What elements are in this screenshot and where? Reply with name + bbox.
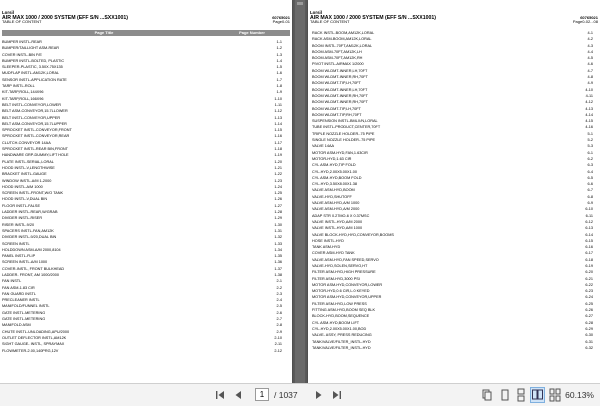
document-page-right: [308, 0, 600, 383]
toc-entry-page: 6-10: [585, 207, 593, 212]
toc-entry-title: SENSOR INSTL-APPLICATION RATE: [2, 77, 67, 82]
toc-entry-page: 2-11: [274, 342, 282, 347]
toc-entry-title: MOTOR ASM-HYD,CONVEYOR,LOWER: [312, 282, 383, 287]
toc-entry-title: SPROCKET INSTL-REAR BIN,FRONT: [2, 147, 68, 152]
toc-entry-title: CYL-HYD,2.00X5.00X1.00,BOD: [312, 326, 367, 331]
document-title: AIR MAX 1000 / 2000 SYSTEM (EFF S/N ...SXX1001): [310, 14, 436, 21]
toc-entry-title: DIVIDER INSTL-RISER: [2, 216, 43, 221]
toc-entry-title: BELT ASM-CONVEYOR,15.7LLOWER: [2, 109, 68, 114]
toc-entry-page: 6-20: [585, 270, 593, 275]
toc-entry-page: 1-35: [274, 254, 282, 259]
toc-entry-title: BOOM WLDMT-TIP,RH,70FT: [312, 112, 362, 117]
toc-entry-page: 2-10: [274, 335, 282, 340]
toc-entry-title: MOTOR ASM-HYD,FAN,1.63CIR: [312, 150, 368, 155]
toc-entry-page: 1-16: [274, 134, 282, 139]
toc-entry-page: 5-2: [587, 138, 593, 143]
toc-entry-title: OUTLET DEFLECTOR INSTL,AM12K: [2, 335, 67, 340]
toc-entry-page: 6-26: [585, 308, 593, 313]
toc-entry-title: CYL ASM-HYD,BOOM LIFT: [312, 320, 360, 325]
toc-entry-title: TARP INSTL-ROLL: [2, 84, 35, 89]
toc-entry-title: SIGHT GAUGE- INSTL, SPRAYMAX: [2, 342, 65, 347]
prev-page-icon[interactable]: [231, 387, 245, 403]
toc-entry-page: 4-15: [585, 119, 593, 124]
toc-entry-page: 1-33: [274, 241, 282, 246]
toc-entry-page: 1-24: [274, 184, 282, 189]
toc-entry-title: MOTOR-HYD,1.63 CIR: [312, 156, 352, 161]
toc-entry-title: HOOD INSTL-V,DUAL BIN: [2, 197, 48, 202]
toc-entry-title: VALVE-HYD,SHUTOFF: [312, 194, 352, 199]
toc-entry-title: BELT INSTL-CONVEYOR,UPPER: [2, 115, 61, 120]
two-page-icon[interactable]: [530, 387, 545, 403]
single-page-icon[interactable]: [498, 387, 512, 403]
toc-entry-page: 4-6: [587, 62, 593, 67]
last-page-icon[interactable]: [330, 387, 344, 403]
toc-entry-title: RACK INSTL-BOOM,AM12K,LORAL: [312, 31, 375, 35]
toc-entry-page: 4-13: [585, 106, 593, 111]
toc-entry-title: WINDOW INSTL-A/M 1-2000: [2, 178, 52, 183]
toc-entry-page: 1-32: [274, 235, 282, 240]
toc-entry-title: BOOM ASM-70FT,AM12K,LH: [312, 49, 362, 54]
toc-entry-page: 6-8: [587, 194, 593, 199]
toc-entry-page: 4-2: [587, 37, 593, 42]
toc-entry-page: 6-5: [587, 175, 593, 180]
toc-entry-title: BOOM WLDMT-INNER,RH,70FT: [312, 100, 368, 105]
toc-entry-title: BELT INSTL-CONVEYOR,LOWER: [2, 102, 61, 107]
toc-entry-title: FAN INSTL: [2, 279, 22, 284]
toc-entry-title: MANIFOLD ASM: [2, 323, 31, 328]
doc-number: 60765021: [272, 14, 290, 20]
toc-entry-page: 6-23: [585, 289, 593, 294]
toc-entry-page: 1-14: [274, 121, 282, 126]
toc-entry-page: 4-5: [587, 56, 593, 61]
toc-entry-page: 2-3: [276, 291, 282, 296]
toc-entry-page: 6-18: [585, 257, 593, 262]
first-page-icon[interactable]: [213, 387, 227, 403]
toc-entry-page: 1-29: [274, 216, 282, 221]
toc-entry-page: 6-12: [585, 219, 593, 224]
toc-entry-title: VALVE BLOCK-HYD,HYD,CONVEYOR,BOOMS: [312, 232, 394, 237]
toc-entry-title: SINGLE NOZZLE HOLDER-.75 PIPE: [312, 138, 376, 143]
toc-entry-title: GATE INSTL-METERING: [2, 317, 46, 322]
toc-entry-page: 6-28: [585, 320, 593, 325]
toc-entry-title: KIT-TARP,ROLL,166X96: [2, 96, 44, 101]
brand-label: Lorsil: [310, 10, 322, 15]
toc-entry-title: HANDWARE GRP-DUMMY,LIFT HOLE: [2, 153, 69, 158]
toc-entry-page: 1-8: [276, 84, 282, 89]
toc-entry-title: COVER-INSTL, FRONT BULKHEAD: [2, 266, 65, 271]
toc-entry-title: TANK ASM-HYD: [312, 245, 341, 250]
toc-entry-page: 6-7: [587, 188, 593, 193]
toc-entry-page: 6-16: [585, 245, 593, 250]
toc-entry-title: BOOM ASM-70FT,AM12K,RH: [312, 56, 363, 61]
toc-entry-page: 2-4: [276, 298, 282, 303]
toc-entry-title: FILTER ASM-HYD,LOW PRESS: [312, 301, 367, 306]
toc-entry-title: FILTER ASM-HYD,HIGH PRESSURE: [312, 270, 376, 275]
toc-entry-title: LADDER- FRONT, AM 1000/2000: [2, 272, 59, 277]
toc-entry-page: 2-5: [276, 304, 282, 309]
toc-entry-page: 6-30: [585, 333, 593, 338]
toc-entry-title: FAN GUARD INSTL: [2, 291, 36, 296]
toc-entry-page: 5-3: [587, 144, 593, 149]
toc-entry-page: 6-24: [585, 295, 593, 300]
toc-entry-title: DIVIDER INSTL-9/20,DUAL BIN: [2, 235, 57, 240]
toc-entry-page: 6-32: [585, 345, 593, 350]
toc-entry-page: 6-14: [585, 232, 593, 237]
toc-entry-page: 1-1: [276, 40, 282, 44]
toc-entry-page: 1-38: [274, 272, 282, 277]
copy-icon[interactable]: [480, 387, 494, 403]
toc-entry-page: 6-2: [587, 156, 593, 161]
toc-entry-page: 1-31: [274, 228, 282, 233]
toc-entry-title: ADAP STR 0.27MO-6 X 0.37MSC: [312, 213, 370, 218]
page-reference: Page0-01: [272, 19, 290, 25]
toc-entry-page: 1-9: [276, 90, 282, 95]
toc-entry-page: 6-31: [585, 339, 593, 344]
toc-entry-page: 1-15: [274, 128, 282, 133]
page-header-right: [310, 11, 598, 25]
toc-entry-page: 1-11: [274, 102, 282, 107]
toc-entry-title: PANEL INSTL-FLIP: [2, 254, 36, 259]
toc-entry-title: BUMPER/TAILLIGHT ASM-REAR: [2, 46, 60, 51]
toc-entry-title: FLOOR INSTL-FALSE: [2, 203, 40, 208]
toc-entry-page: 4-16: [585, 125, 593, 130]
toc-entry-title: HOOD INSTL-V,LENGTHWISE: [2, 165, 55, 170]
toc-entry-page: 1-6: [276, 71, 282, 76]
toc-entry-page: 4-11: [585, 93, 593, 98]
toc-entry-page: 1-7: [276, 77, 282, 82]
toc-entry-page: 1-27: [274, 203, 282, 208]
toc-entry-page: 6-17: [585, 251, 593, 256]
toc-entry-title: VALVE 14AA: [312, 144, 335, 149]
toc-entry-title: MOTOR ASM-HYD,CONVEYOR,UPPER: [312, 295, 382, 300]
toc-entry-title: COVER ASM-HYD TANK: [312, 251, 355, 256]
toc-row[interactable]: [310, 345, 598, 351]
toc-entry-page: 1-2: [276, 46, 282, 51]
toc-entry-page: 6-22: [585, 282, 593, 287]
toc-entry-title: HOSE INSTL-HYD: [312, 238, 344, 243]
toc-entry-page: 4-1: [587, 31, 593, 35]
toc-entry-page: 1-22: [274, 172, 282, 177]
toc-entry-page: 6-3: [587, 163, 593, 168]
toc-entry-title: LADDER INSTL-REAR,W/GRAB: [2, 210, 58, 215]
toc-entry-title: FLOWMETER-2.00,140PRG,12V: [2, 348, 59, 353]
toc-entry-page: 6-13: [585, 226, 593, 231]
toc-entry-title: PIVOT INSTL-AIRMAX 1/2000: [312, 62, 364, 67]
toc-entry-title: SUSPENSION INSTL-BMLX/N,LORAL: [312, 119, 378, 124]
toc-entry-title: SCREEN INSTL: [2, 241, 30, 246]
toc-entry-page: 6-1: [587, 150, 593, 155]
column-header-page: Page Number: [239, 30, 265, 35]
toc-entry-title: TANK/VALVE/FILTER_INSTL-HYD: [312, 339, 371, 344]
toc-entry-title: MANIFOLD/FUNNEL INSTL: [2, 304, 50, 309]
toc-entry-page: 1-12: [274, 109, 282, 114]
toc-entry-page: 1-34: [274, 247, 282, 252]
toc-entry-title: BOOM WLDMT-TIP,LH,70FT: [312, 81, 361, 86]
toc-entry-page: 6-25: [585, 301, 593, 306]
toc-entry-title: PLATE INSTL-SERIAL,LORAL: [2, 159, 54, 164]
toc-entry-title: FAN ASM-1.83 CIR: [2, 285, 35, 290]
toc-entry-page: 1-17: [274, 140, 282, 145]
toc-entry-page: 2-2: [276, 285, 282, 290]
toc-entry-title: CYL ASM-HYD,BOOM FOLD: [312, 175, 362, 180]
toc-list-left: [2, 39, 290, 354]
toc-entry-title: VALVE ASM-HYD,A/M 1000: [312, 201, 360, 206]
toc-entry-page: 1-5: [276, 65, 282, 70]
page-number-input[interactable]: [255, 388, 269, 401]
toc-entry-page: 1-28: [274, 210, 282, 215]
toc-entry-page: 6-21: [585, 276, 593, 281]
toc-entry-title: GATE INSTL-METERING: [2, 310, 46, 315]
toc-entry-title: SPROCKET INSTL-CONVEYOR,REAR: [2, 134, 70, 139]
toc-entry-page: 1-3: [276, 52, 282, 57]
toc-entry-title: BOOM WLDMT-INNER,RH,70FT: [312, 93, 368, 98]
toc-entry-title: BELT ASM-CONVEYOR,15.7LUPPER: [2, 121, 67, 126]
toc-entry-page: 5-1: [587, 131, 593, 136]
scrollbar-thumb[interactable]: [297, 2, 303, 5]
toc-list-right: [310, 30, 598, 351]
toc-entry-title: SCREEN INSTL-FRONT,W/O TANK: [2, 191, 64, 196]
doc-number: 60765021: [580, 14, 598, 20]
toc-entry-title: BUMPER INSTL-REAR: [2, 40, 42, 44]
toc-entry-title: SCREEN INSTL-A/M 1000: [2, 260, 48, 265]
toc-entry-title: HOOD INSTL-A/M 1000: [2, 184, 43, 189]
next-page-icon[interactable]: [312, 387, 326, 403]
toc-entry-page: 4-10: [585, 87, 593, 92]
toc-entry-title: BOOM INSTL-70FT,AM12K,LORAL: [312, 43, 373, 48]
toc-entry-title: VALVE INSTL-HYD,A/M 1000: [312, 226, 363, 231]
toc-entry-page: 6-4: [587, 169, 593, 174]
toc-entry-title: VALVE ASM-HYD,BOOM: [312, 188, 355, 193]
toc-entry-title: FILTER ASM-HYD,3000 PSI: [312, 276, 360, 281]
toc-entry-title: CYL-HYD,3.50X8.00X1.38: [312, 182, 357, 187]
document-page-left: [0, 0, 292, 383]
toc-entry-title: HOLDDOWN ASM-A/M 2000,8104: [2, 247, 61, 252]
viewer-toolbar: [0, 383, 600, 406]
zoom-level[interactable]: 60.13%: [565, 390, 594, 400]
toc-entry-title: SPROCKET INSTL-CONVEYOR,FRONT: [2, 128, 72, 133]
toc-entry-title: BOOM WLDMT-INNER,RH,70FT: [312, 75, 368, 80]
toc-entry-page: 1-25: [274, 191, 282, 196]
toc-entry-title: VALVE ASM-HYD,FAN SPEED,SERVO: [312, 257, 379, 262]
document-subtitle: TABLE OF CONTENT: [310, 19, 350, 25]
toc-entry-title: VALVE ASM-HYD,A/M 2000: [312, 207, 360, 212]
toc-entry-title: BOOM WLDMT-INNER,LH,70FT: [312, 87, 368, 92]
page-count: / 1037: [274, 390, 298, 400]
toc-entry-title: TUBE INSTL-PRODUCT,CENTER,70FT: [312, 125, 381, 130]
toc-entry-title: TANK/VALVE/FILTER_INSTL-HYD: [312, 345, 371, 350]
page-reference: Page0-02...08: [572, 19, 598, 25]
toc-entry-title: RACK ASM-BOOM,AM12K,LORAL: [312, 37, 372, 42]
toc-entry-title: SPACERS INSTL-FAN,AM12K: [2, 228, 54, 233]
toc-entry-title: MUDFLAP INSTL-AM12K,LORAL: [2, 71, 60, 76]
toc-entry-page: 2-8: [276, 323, 282, 328]
toc-entry-page: 1-26: [274, 197, 282, 202]
toc-entry-page: 4-14: [585, 112, 593, 117]
toc-entry-page: 2-12: [274, 348, 282, 353]
toc-entry-title: BLOCK-HYD,BOOM,SEQUENCE: [312, 314, 370, 319]
toc-entry-page: 4-4: [587, 49, 593, 54]
toc-entry-title: BOOM WLDMT-TIP,LH,70FT: [312, 106, 361, 111]
toc-entry-title: CYL ASM-HYD,TIP FOLD: [312, 163, 356, 168]
toc-entry-page: 4-3: [587, 43, 593, 48]
toc-entry-page: 2-1: [276, 279, 282, 284]
table-header: [2, 30, 290, 36]
toc-entry-title: VALVE INSTL-HYD,A/M 2000: [312, 219, 363, 224]
toc-entry-title: FITTING ASM-HYD,BOOM SEQ BLK: [312, 308, 376, 313]
toc-entry-page: 1-23: [274, 178, 282, 183]
toc-entry-page: 4-7: [587, 68, 593, 73]
toc-entry-page: 6-11: [585, 213, 593, 218]
toc-entry-title: KIT-TARP,ROLL,144X96: [2, 90, 44, 95]
toc-entry-page: 6-27: [585, 314, 593, 319]
scroll-page-icon[interactable]: [514, 387, 528, 403]
toc-entry-title: TRIPLE NOZZLE HOLDER-.75 PIPE: [312, 131, 375, 136]
toc-entry-page: 4-12: [585, 100, 593, 105]
toc-entry-title: CYL-HYD,2.00X5.00X1.00: [312, 169, 357, 174]
toc-entry-title: BOOM WLDMT-INNER,LH,70FT: [312, 68, 368, 73]
toc-entry-page: 2-6: [276, 310, 282, 315]
toc-row[interactable]: [2, 348, 290, 354]
vertical-scrollbar[interactable]: [295, 0, 305, 383]
toc-entry-page: 4-8: [587, 75, 593, 80]
toc-entry-title: CLUTCH-CONVEYOR 14AA: [2, 140, 51, 145]
two-page-scroll-icon[interactable]: [548, 387, 562, 403]
toc-entry-page: 1-19: [274, 153, 282, 158]
toc-entry-page: 6-29: [585, 326, 593, 331]
brand-label: Lorsil: [2, 10, 14, 15]
toc-entry-page: 6-9: [587, 201, 593, 206]
toc-entry-title: RISER INSTL-9/20: [2, 222, 35, 227]
toc-entry-page: 1-18: [274, 147, 282, 152]
toc-entry-title: COVER INSTL-BIN F/E: [2, 52, 42, 57]
toc-entry-page: 1-20: [274, 159, 282, 164]
document-title: AIR MAX 1000 / 2000 SYSTEM (EFF S/N ...SXX1001): [2, 14, 128, 21]
toc-entry-page: 6-15: [585, 238, 593, 243]
toc-entry-title: SLEEPER-PLASTIC, 3.50X.75X135: [2, 65, 63, 70]
toc-entry-title: CHUTE INSTL-UNLOADING,APU/2000: [2, 329, 70, 334]
toc-entry-page: 4-9: [587, 81, 593, 86]
toc-entry-page: 2-7: [276, 317, 282, 322]
toc-entry-page: 6-6: [587, 182, 593, 187]
toc-entry-title: VALVE-HYD,SOLEN,SERVO,HT: [312, 263, 368, 268]
toc-entry-page: 1-13: [274, 115, 282, 120]
toc-entry-page: 6-19: [585, 263, 593, 268]
toc-entry-page: 1-37: [274, 266, 282, 271]
toc-entry-page: 1-4: [276, 58, 282, 63]
toc-entry-title: BUMPER INSTL-BOLTED, PLASTIC: [2, 58, 65, 63]
page-header-left: [2, 11, 290, 25]
toc-entry-title: MOTOR-HYD,0.6 CIR,L.0 KEYED: [312, 289, 370, 294]
toc-entry-page: 1-36: [274, 260, 282, 265]
column-header-title: Page Title: [94, 30, 114, 35]
document-subtitle: TABLE OF CONTENT: [2, 19, 42, 25]
toc-entry-page: 2-9: [276, 329, 282, 334]
toc-entry-page: 1-10: [274, 96, 282, 101]
toc-entry-title: VALVE- ASSY, PRESS REDUCING: [312, 333, 372, 338]
toc-entry-title: BRACKET INSTL-GAUGE: [2, 172, 47, 177]
toc-entry-title: PRECLEANER INSTL: [2, 298, 40, 303]
toc-entry-page: 1-30: [274, 222, 282, 227]
toc-entry-page: 1-21: [274, 165, 282, 170]
